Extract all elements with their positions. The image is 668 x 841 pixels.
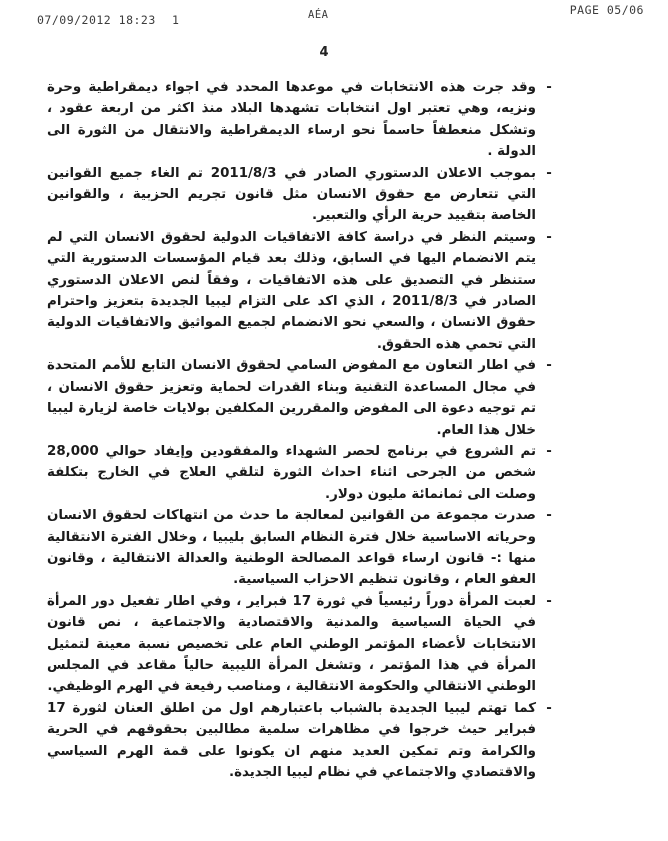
- paragraph-text: في اطار التعاون مع المفوض السامي لحقوق الانسان التابع للأمم المتحدة في مجال المساعدة التقنية وبناء القدرات لحماية وتعزيز حقوق الانسان ، تم توجيه دعوة الى المفوض والمقررين المكلفين بولايات خاصة لزيارة ليبيا خلال هذا العام.: [47, 358, 536, 438]
- fax-station-id: AÉA: [308, 9, 329, 21]
- paragraph-text: تم الشروع في برنامج لحصر الشهداء والمفقودين وإيفاد حوالي 28,000 شخص من الجرحى اثناء احداث الثورة لتلقي العلاج في الخارج بتكلفة وصلت الى ثمانمائة مليون دولار.: [47, 443, 536, 502]
- paragraph-text: لعبت المرأة دوراً رئيسياً في ثورة 17 فبراير ، وفي اطار تفعيل دور المرأة في الحياة السياسية والمدنية والاقتصادية والاجتماعية ، نص قانون الانتخابات لأعضاء المؤتمر الوطني العام على تخصيص نسبة معينة لتمثيل المرأة في هذا المؤتمر ، وتشغل المرأة الليبية حالياً مقاعد في المجلس الوطني الانتقالي والحكومة الانتقالية ، ومناصب رفيعة في الهرم الوظيفي.: [47, 593, 536, 695]
- bullet-paragraph: [47, 77, 555, 163]
- paragraph-text: بموجب الاعلان الدستوري الصادر في 2011/8/3 تم الغاء جميع القوانين التي تتعارض مع حقوق الانسان مثل قانون تجريم الحزبية ، والقوانين الخاصة بتقييد حرية الرأي والتعبير.: [47, 165, 536, 224]
- bullet-dash: -: [546, 358, 552, 374]
- bullet-paragraph: [47, 698, 555, 784]
- fax-sequence-number: 1: [172, 13, 180, 27]
- paragraph-text: كما تهتم ليبيا الجديدة بالشباب باعتبارهم اول من اطلق العنان لثورة 17 فبراير حيث خرجوا في مظاهرات سلمية مطالبين بحقوقهم في الحرية والكرامة وتم تمكين العديد منهم ان يكونوا على قمة الهرم السياسي والاقتصادي والاجتماعي في نظام ليبيا الجديدة.: [47, 700, 536, 780]
- bullet-paragraph: [47, 163, 555, 227]
- bullet-dash: -: [546, 229, 552, 245]
- fax-page-counter: PAGE 05/06: [569, 3, 644, 17]
- fax-datetime: 07/09/2012 18:23: [37, 13, 156, 27]
- bullet-dash: -: [546, 443, 552, 459]
- bullet-paragraph: [47, 505, 555, 591]
- bullet-dash: -: [546, 593, 552, 609]
- bullet-dash: -: [546, 165, 552, 181]
- bullet-paragraph: [47, 227, 555, 355]
- bullet-dash: -: [546, 700, 552, 716]
- paragraph-text: صدرت مجموعة من القوانين لمعالجة ما حدث من انتهاكات لحقوق الانسان وحرياته الاساسية خلال فترة النظام السابق بليبيا ، وخلال الفترة الانتقالية منها :- قانون ارساء قواعد المصالحة الوطنية والعدالة الانتقالية ، وقانون العفو العام ، وقانون تنظيم الاحزاب السياسية.: [47, 508, 536, 588]
- bullet-paragraph: [47, 441, 555, 505]
- bullet-dash: -: [546, 80, 552, 95]
- document-page-number: 4: [319, 45, 329, 60]
- paragraph-text: وسيتم النظر في دراسة كافة الاتفاقيات الدولية لحقوق الانسان التي لم يتم الانضمام اليها في السابق، وذلك بعد قيام المؤسسات الدستورية التي ستنظر في التصديق على هذه الاتفاقيات ، وفقاً لنص الاعلان الدستوري الصادر في 2011/8/3 ، الذي اكد على التزام ليبيا الجديدة بتعزيز واحترام حقوق الانسان ، والسعي نحو الانضمام لجميع المواثيق والاتفاقيات الدولية التي تحمي هذه الحقوق.: [47, 229, 537, 352]
- bullet-dash: -: [546, 508, 552, 524]
- bullet-paragraph: [47, 355, 555, 441]
- paragraph-text: وقد جرت هذه الانتخابات في موعدها المحدد في اجواء ديمقراطية وحرة ونزيه، وهي تعتبر اول انتخابات تشهدها البلاد منذ اكثر من اربعة عقود ، وتشكل منعطفاً حاسماً نحو ارساء الديمقراطية والانتقال من الثورة الى الدولة .: [47, 80, 536, 160]
- bullet-paragraph: [47, 591, 555, 698]
- document-body: [47, 77, 555, 783]
- fax-header: [0, 0, 668, 32]
